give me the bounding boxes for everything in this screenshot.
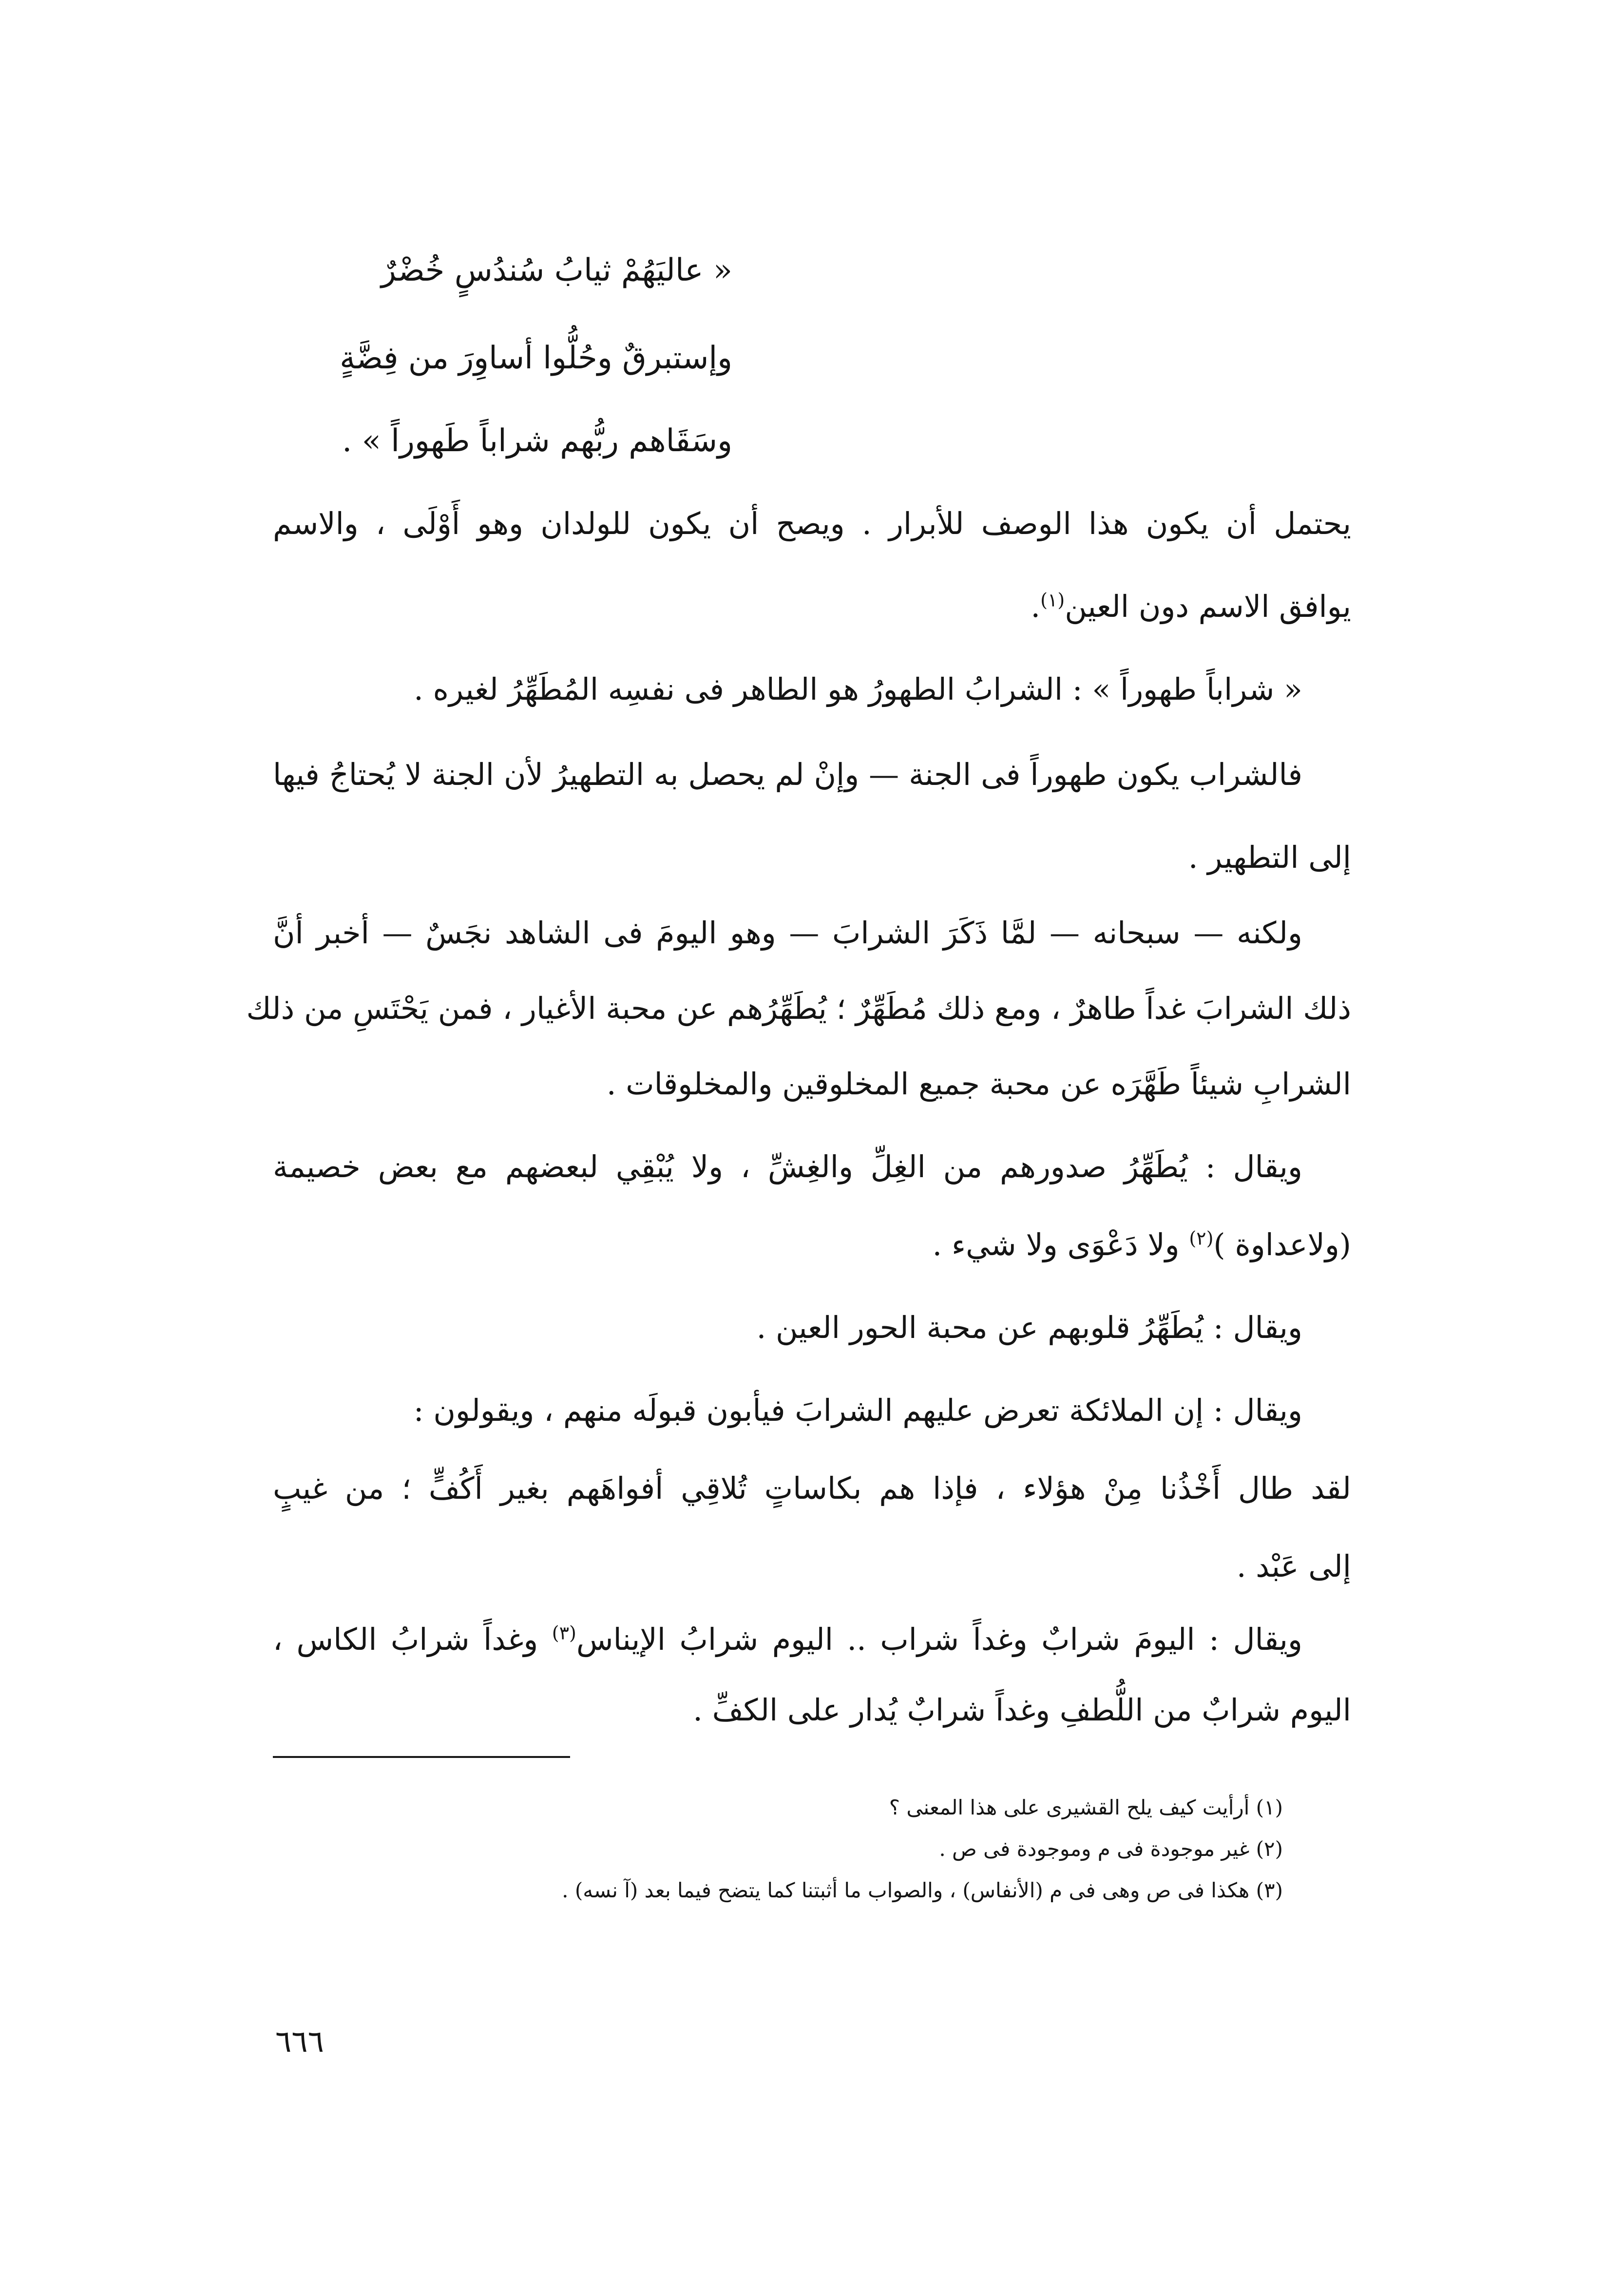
footnote: (٢) غير موجودة فى م وموجودة فى ص . [939,1837,1283,1861]
paragraph-line: يوافق الاسم دون العين$^{(١)}$. [1031,589,1351,624]
paragraph-line: ولكنه — سبحانه — لمَّا ذَكَرَ الشرابَ — وهو اليومَ فى الشاهد نجَسٌ — أخبر أنَّ [273,915,1302,951]
paragraph-line: اليوم شرابٌ من اللُّطفِ وغداً شرابٌ يُدار على الكفِّ . [693,1692,1351,1728]
footnote-ref: (١) [1040,589,1065,611]
paragraph-line: « شراباً طهوراً » : الشرابُ الطهورُ هو الطاهر فى نفسِه المُطَهِّرُ لغيره . [414,671,1302,707]
footnote: (١) أرأيت كيف يلح القشيرى على هذا المعنى ؟ [889,1795,1283,1819]
paragraph-line: ويقال : يُطَهِّرُ قلوبهم عن محبة الحور العين . [756,1310,1302,1345]
paragraph-line: (ولاعداوة )$^{(٢)}$ ولا دَعْوَى ولا شيء . [932,1227,1351,1262]
footnote-ref: (٢) [1189,1227,1214,1249]
paragraph-line: ويقال : إن الملائكة تعرض عليهم الشرابَ فيأبون قبولَه منهم ، ويقولون : [413,1393,1302,1428]
footnote-separator [273,1756,570,1758]
verse-line: وسَقَاهم ربُّهم شراباً طَهوراً » . [342,423,732,459]
paragraph-line: ذلك الشرابَ غداً طاهرٌ ، ومع ذلك مُطَهِّرٌ ؛ يُطَهِّرُهم عن محبة الأغيار ، فمن يَحْتَسِ من ذلك [246,991,1351,1026]
paragraph-line: ويقال : اليومَ شرابٌ وغداً شراب .. اليوم شرابُ الإيناس$^{(٣)}$ وغداً شرابُ الكاس ، [273,1622,1302,1657]
paragraph-line: يحتمل أن يكون هذا الوصف للأبرار . ويصح أن يكون للولدان وهو أَوْلَى ، والاسم [273,506,1351,541]
paragraph-line: الشرابِ شيئاً طَهَّرَه عن محبة جميع المخلوقين والمخلوقات . [606,1066,1351,1102]
footnote: (٣) هكذا فى ص وهى فى م (الأنفاس) ، والصواب ما أثبتنا كما يتضح فيما بعد (آ نسه) . [562,1878,1283,1902]
footnote-ref: (٣) [552,1622,576,1644]
paragraph-line: ويقال : يُطَهِّرُ صدورهم من الغِلِّ والغِشِّ ، ولا يُبْقِي لبعضهم مع بعض خصيمة [273,1149,1302,1184]
paragraph-line: فالشراب يكون طهوراً فى الجنة — وإنْ لم يحصل به التطهيرُ لأن الجنة لا يُحتاجُ فيها [273,757,1302,792]
paragraph-line: إلى عَبْد . [1236,1548,1351,1584]
paragraph-line: إلى التطهير . [1188,840,1351,875]
verse-line: وإستبرقٌ وحُلُّوا أساوِرَ من فِضَّةٍ [340,340,732,376]
verse-line: « عاليَهُمْ ثيابُ سُندُسٍ خُضْرٌ [381,252,732,288]
paragraph-line: لقد طال أَخْذُنا مِنْ هؤلاء ، فإذا هم بكاساتٍ تُلاقِي أفواهَهم بغير أَكُفٍّ ؛ من غيبٍ [273,1470,1351,1506]
page-number: ٦٦٦ [275,2024,324,2059]
